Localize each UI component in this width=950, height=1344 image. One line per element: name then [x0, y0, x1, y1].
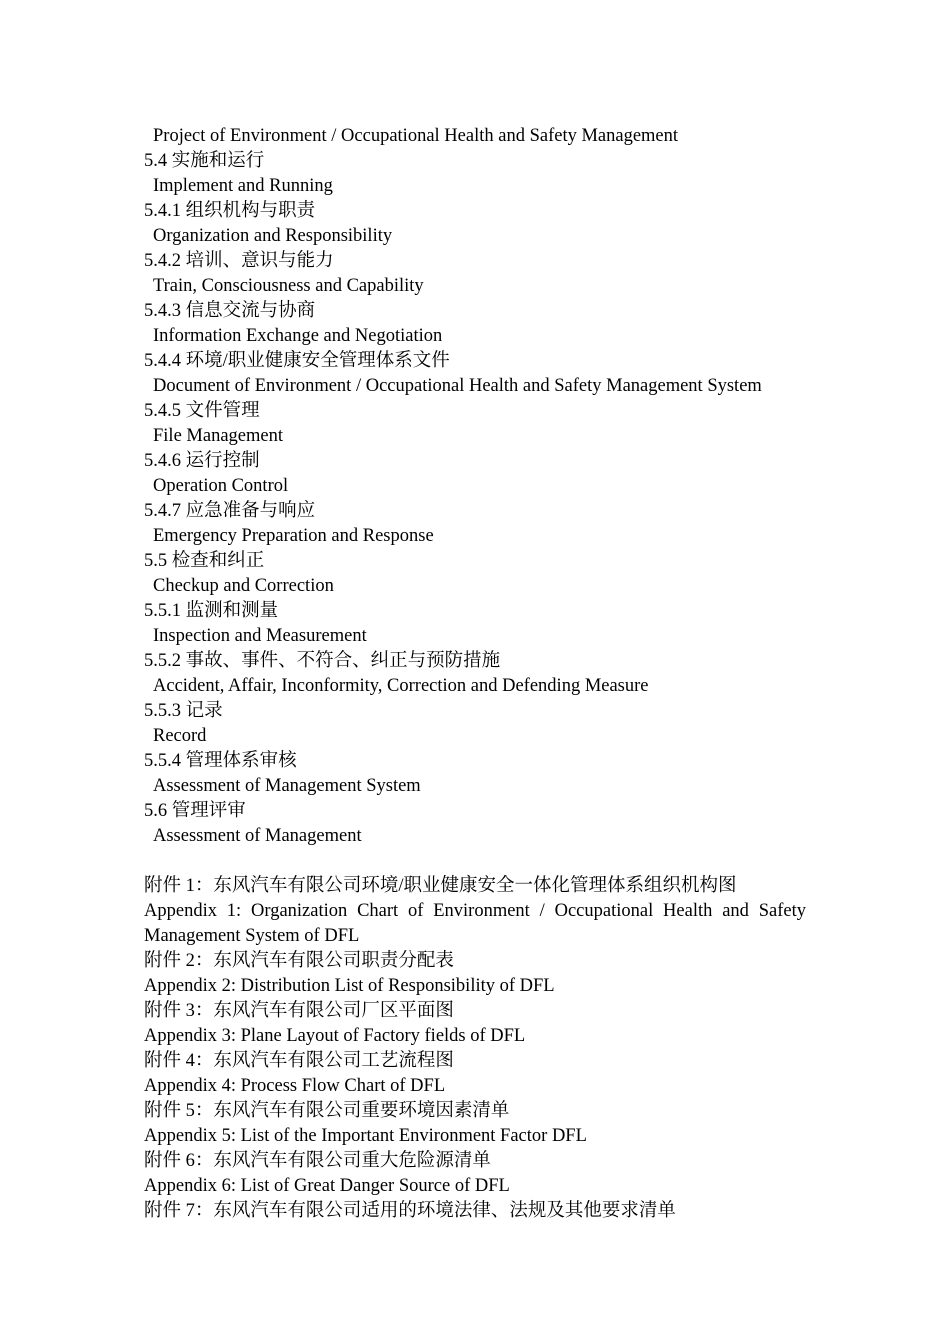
toc-heading-zh: 5.4.1 组织机构与职责 [144, 201, 316, 221]
toc-heading-en: Operation Control [153, 476, 289, 496]
toc-heading-zh: 5.5.2 事故、事件、不符合、纠正与预防措施 [144, 651, 501, 671]
toc-heading-zh: 5.4 实施和运行 [144, 151, 265, 171]
toc-heading-zh: 5.4.6 运行控制 [144, 451, 260, 471]
toc-heading-zh: 5.5 检查和纠正 [144, 551, 265, 571]
toc-heading-zh: 5.4.5 文件管理 [144, 401, 260, 421]
toc-heading-zh: 5.4.7 应急准备与响应 [144, 501, 316, 521]
section-gap [144, 849, 806, 874]
appendix-title-zh: 附件 2：东风汽车有限公司职责分配表 [144, 951, 454, 971]
appendix-title-en: Appendix 4: Process Flow Chart of DFL [144, 1076, 446, 1096]
toc-heading-en: Accident, Affair, Inconformity, Correction and Defending Measure [153, 676, 649, 696]
appendix-title-zh: 附件 6：东风汽车有限公司重大危险源清单 [144, 1151, 491, 1171]
toc-heading-en: Train, Consciousness and Capability [153, 276, 424, 296]
appendix-title-zh: 附件 4：东风汽车有限公司工艺流程图 [144, 1051, 454, 1071]
appendix-title-zh: 附件 5：东风汽车有限公司重要环境因素清单 [144, 1101, 510, 1121]
toc-heading-zh: 5.4.2 培训、意识与能力 [144, 251, 334, 271]
toc-heading-en: Document of Environment / Occupational Health and Safety Management System [153, 376, 762, 396]
toc-heading-zh: 5.6 管理评审 [144, 801, 246, 821]
appendix-list [144, 874, 806, 1224]
toc-heading-en: Assessment of Management System [153, 776, 421, 796]
toc-heading-zh: 5.5.3 记录 [144, 701, 223, 721]
appendix-title-zh: 附件 7：东风汽车有限公司适用的环境法律、法规及其他要求清单 [144, 1201, 676, 1221]
toc-heading-zh: 5.4.4 环境/职业健康安全管理体系文件 [144, 351, 450, 371]
toc-heading-en: File Management [153, 426, 283, 446]
appendix-title-en: Appendix 2: Distribution List of Responsibility of DFL [144, 976, 555, 996]
appendix-title-en: Appendix 5: List of the Important Environment Factor DFL [144, 1126, 587, 1146]
toc-heading-en: Implement and Running [153, 176, 333, 196]
toc-heading-zh: 5.5.1 监测和测量 [144, 601, 279, 621]
appendix-title-en: Appendix 3: Plane Layout of Factory fields of DFL [144, 1026, 526, 1046]
toc-heading-en: Project of Environment / Occupational Health and Safety Management [153, 126, 679, 146]
toc-heading-en: Organization and Responsibility [153, 226, 393, 246]
toc-heading-en: Information Exchange and Negotiation [153, 326, 443, 346]
toc-heading-en: Inspection and Measurement [153, 626, 367, 646]
appendix-title-zh: 附件 1：东风汽车有限公司环境/职业健康安全一体化管理体系组织机构图 [144, 876, 737, 896]
document-page [144, 124, 806, 1224]
appendix-title-en: Appendix 1: Organization Chart of Environment / Occupational Health and Safety Management System of DFL [144, 901, 806, 946]
table-of-contents [144, 124, 806, 849]
toc-heading-zh: 5.4.3 信息交流与协商 [144, 301, 316, 321]
toc-heading-en: Assessment of Management [153, 826, 362, 846]
toc-heading-en: Checkup and Correction [153, 576, 334, 596]
toc-heading-en: Emergency Preparation and Response [153, 526, 434, 546]
toc-heading-zh: 5.5.4 管理体系审核 [144, 751, 297, 771]
appendix-title-en: Appendix 6: List of Great Danger Source of DFL [144, 1176, 510, 1196]
toc-heading-en: Record [153, 726, 207, 746]
appendix-title-zh: 附件 3：东风汽车有限公司厂区平面图 [144, 1001, 454, 1021]
